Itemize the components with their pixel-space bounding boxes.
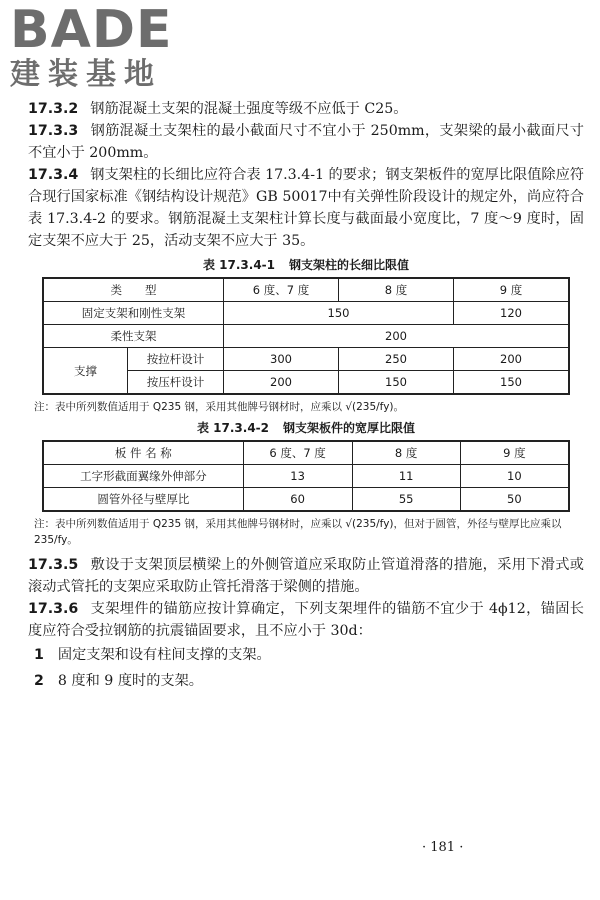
table-row xyxy=(43,278,569,302)
table1-caption-number: 表 17.3.4-1 xyxy=(202,258,275,272)
table-slenderness-limits xyxy=(42,277,570,395)
clause-17-3-5 xyxy=(28,554,584,598)
clause-17-3-4 xyxy=(28,164,584,252)
cell-value: 11 xyxy=(352,465,460,488)
cell-value: 250 xyxy=(339,348,454,371)
list-item-text: 固定支架和设有柱间支撑的支架。 xyxy=(57,647,271,663)
clause-number: 17.3.3 xyxy=(28,123,79,139)
cell-value: 50 xyxy=(460,488,569,512)
clause-text: 敷设于支架顶层横梁上的外侧管道应采取防止管道滑落的措施，采用下滑式或滚动式管托的支架应采取防止管托滑落于梁侧的措施。 xyxy=(28,557,584,595)
clause-text: 钢筋混凝土支架柱的最小截面尺寸不宜小于 250mm，支架梁的最小截面尺寸不宜小于 200mm。 xyxy=(28,123,584,161)
clause-17-3-2 xyxy=(28,98,584,120)
clause-text: 钢筋混凝土支架的混凝土强度等级不应低于 C25。 xyxy=(90,101,408,117)
row-sub-label: 按拉杆设计 xyxy=(128,348,224,371)
cell-value: 150 xyxy=(224,302,454,325)
page-number: · 181 · xyxy=(422,840,464,855)
header-col-6-7: 6 度、7 度 xyxy=(243,441,352,465)
row-sub-label: 按压杆设计 xyxy=(128,371,224,395)
cell-value: 200 xyxy=(454,348,570,371)
logo-text-en: BADE xyxy=(10,0,173,60)
header-col-8: 8 度 xyxy=(339,278,454,302)
table1-note: 注：表中所列数值适用于 Q235 钢，采用其他牌号钢材时，应乘以 √(235/fy)。 xyxy=(34,401,405,413)
cell-value: 150 xyxy=(339,371,454,395)
clause-text: 支架埋件的锚筋应按计算确定，下列支架埋件的锚筋不宜少于 4ϕ12，锚固长度应符合受拉钢筋的抗震锚固要求，且不应小于 30d： xyxy=(28,601,584,639)
table2-caption-title: 钢支架板件的宽厚比限值 xyxy=(283,421,416,435)
header-type: 类 型 xyxy=(43,278,224,302)
table-row xyxy=(43,325,569,348)
table-width-thickness-limits xyxy=(42,440,570,512)
cell-value: 150 xyxy=(454,371,570,395)
cell-value: 200 xyxy=(224,371,339,395)
cell-value: 10 xyxy=(460,465,569,488)
list-item xyxy=(34,668,584,694)
row-label: 柔性支架 xyxy=(43,325,224,348)
header-col-6-7: 6 度、7 度 xyxy=(224,278,339,302)
table2-caption xyxy=(28,419,584,436)
table-row xyxy=(43,302,569,325)
list-item-text: 8 度和 9 度时的支架。 xyxy=(57,673,203,689)
clause-17-3-3 xyxy=(28,120,584,164)
cell-value: 60 xyxy=(243,488,352,512)
clause-17-3-6 xyxy=(28,598,584,642)
row-label: 固定支架和刚性支架 xyxy=(43,302,224,325)
row-label: 圆管外径与壁厚比 xyxy=(43,488,243,512)
header-col-8: 8 度 xyxy=(352,441,460,465)
logo-text-cn: 建装基地 xyxy=(10,57,162,92)
cell-value: 120 xyxy=(454,302,570,325)
table1-caption xyxy=(28,256,584,273)
clause-number: 17.3.2 xyxy=(28,101,79,117)
table2-caption-number: 表 17.3.4-2 xyxy=(196,421,269,435)
table-row xyxy=(43,488,569,512)
cell-value: 300 xyxy=(224,348,339,371)
table-row xyxy=(43,441,569,465)
clause-text: 钢支架柱的长细比应符合表 17.3.4-1 的要求；钢支架板件的宽厚比限值除应符合现行国家标准《钢结构设计规范》GB 50017中有关弹性阶段设计的规定外，尚应符合表 17.3.4-2 的要求。钢筋混凝土支架柱计算长度与截面最小宽度比，7 度～9 度时，固定支架不应大于 25，活动支架不应大于 35。 xyxy=(28,167,584,249)
table-row xyxy=(43,465,569,488)
table2-note: 注：表中所列数值适用于 Q235 钢，采用其他牌号钢材时，应乘以 √(235/fy)，但对于圆管，外径与壁厚比应乘以 235/fy。 xyxy=(34,518,562,546)
row-group-label: 支撑 xyxy=(43,348,128,395)
clause-number: 17.3.5 xyxy=(28,557,79,573)
brand-logo xyxy=(10,0,180,92)
row-label: 工字形截面翼缘外伸部分 xyxy=(43,465,243,488)
cell-value: 200 xyxy=(224,325,570,348)
table-row xyxy=(43,348,569,371)
clause-number: 17.3.6 xyxy=(28,601,79,617)
table1-caption-title: 钢支架柱的长细比限值 xyxy=(289,258,410,272)
cell-value: 55 xyxy=(352,488,460,512)
list-item-number: 2 xyxy=(34,673,44,689)
cell-value: 13 xyxy=(243,465,352,488)
header-col-9: 9 度 xyxy=(460,441,569,465)
list-item-number: 1 xyxy=(34,647,44,663)
list-item xyxy=(34,642,584,668)
page-content xyxy=(28,98,584,694)
clause-number: 17.3.4 xyxy=(28,167,79,183)
header-col-9: 9 度 xyxy=(454,278,570,302)
header-name: 板 件 名 称 xyxy=(43,441,243,465)
